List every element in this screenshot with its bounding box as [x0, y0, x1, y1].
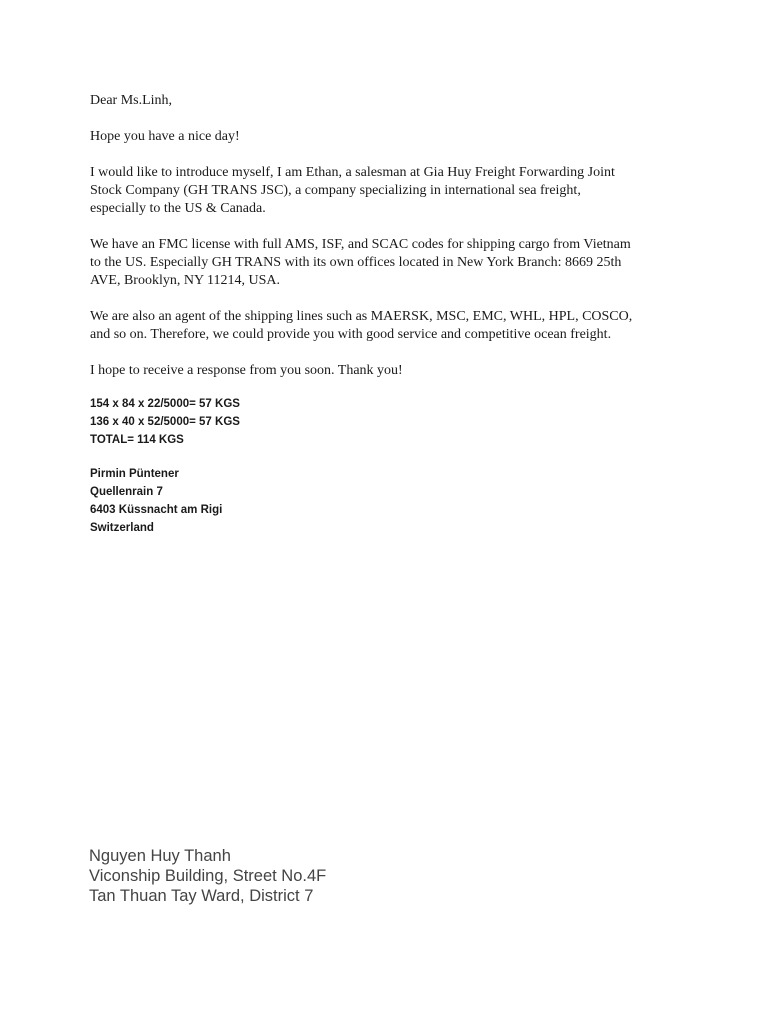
recipient-address — [89, 846, 326, 906]
calc-line-1: 154 x 84 x 22/5000= 57 KGS — [90, 398, 240, 410]
intro-paragraph: I would like to introduce myself, I am Ethan, a salesman at Gia Huy Freight Forwarding Joint Stock Company (GH TRANS JSC), a company specializing in international sea freight, especially to the US & Canada. — [90, 165, 615, 216]
sender-street: Quellenrain 7 — [90, 486, 163, 498]
license-paragraph: We have an FMC license with full AMS, ISF, and SCAC codes for shipping cargo from Vietnam to the US. Especially GH TRANS with its own offices located in New York Branch: 8669 25th AVE, Brooklyn, NY 11214, USA. — [90, 237, 631, 288]
closing-line: I hope to receive a response from you soon. Thank you! — [90, 363, 403, 378]
salutation: Dear Ms.Linh, — [90, 93, 173, 108]
agent-paragraph: We are also an agent of the shipping lines such as MAERSK, MSC, EMC, WHL, HPL, COSCO, and so on. Therefore, we could provide you with good service and competitive ocean freight. — [90, 309, 633, 342]
sender-city: 6403 Küssnacht am Rigi — [90, 504, 223, 516]
recipient-district: Tan Thuan Tay Ward, District 7 — [89, 887, 314, 905]
calc-line-2: 136 x 40 x 52/5000= 57 KGS — [90, 416, 240, 428]
letter-body — [90, 92, 690, 398]
weight-calculation — [90, 395, 240, 449]
recipient-name: Nguyen Huy Thanh — [89, 847, 231, 865]
sender-name: Pirmin Püntener — [90, 468, 179, 480]
recipient-building: Viconship Building, Street No.4F — [89, 867, 327, 885]
calc-total: TOTAL= 114 KGS — [90, 434, 184, 446]
sender-country: Switzerland — [90, 522, 154, 534]
greeting: Hope you have a nice day! — [90, 129, 240, 144]
sender-address — [90, 465, 222, 537]
